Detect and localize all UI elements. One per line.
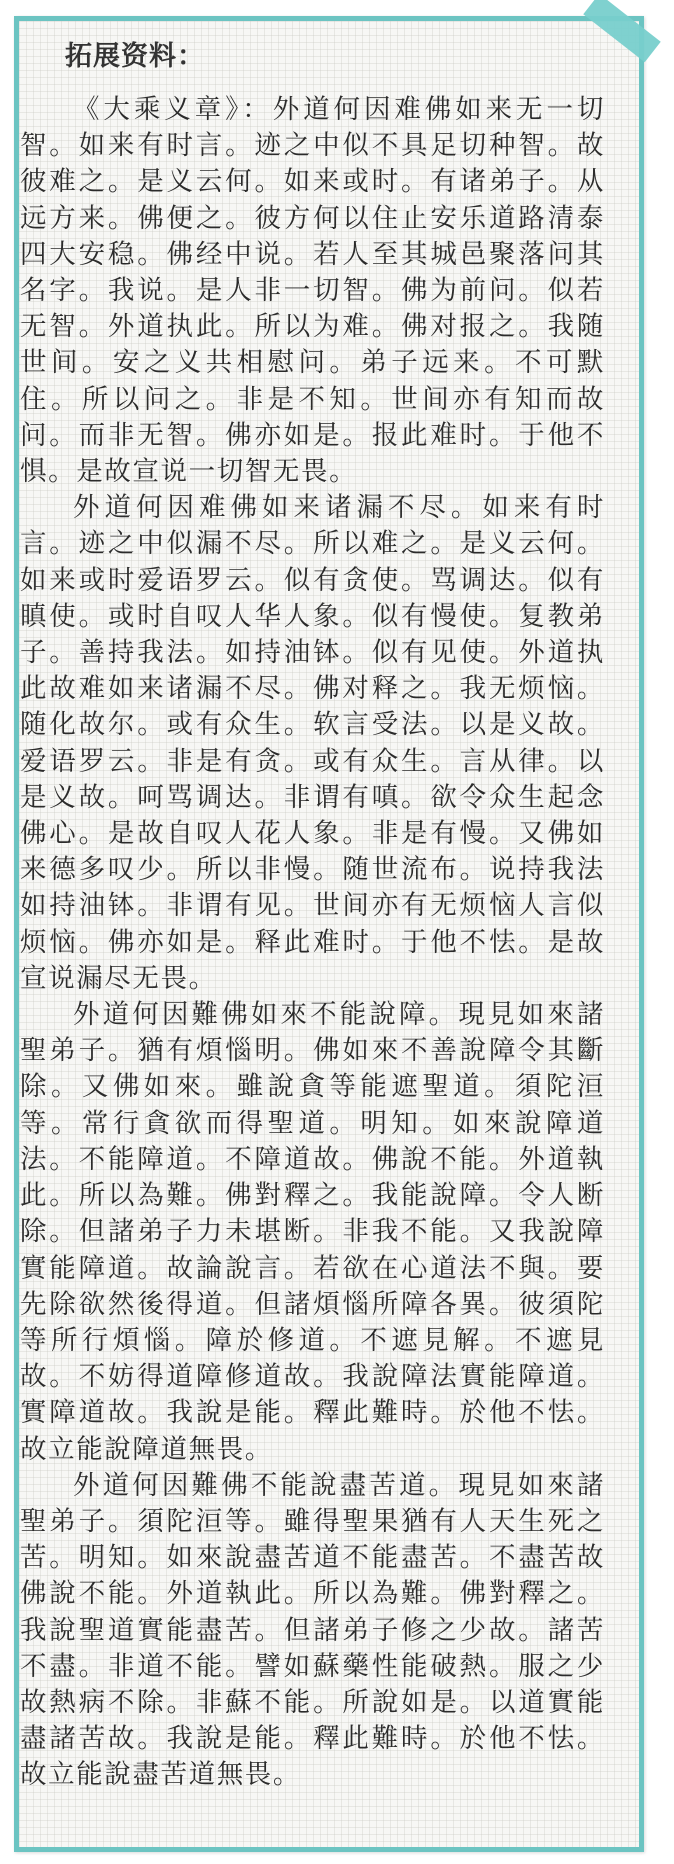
paragraph-intro: 《大乘义章》：外道何因难佛如来无一切智。如来有时言。迹之中似不具足切种智。故彼难之。是义云何。如来或时。有诸弟子。从远方来。佛便之。彼方何以住止安乐道路清泰四大安稳。佛经中说。若人至其城邑聚落问其名字。我说。是人非一切智。佛为前问。似若无智。外道执此。所以为难。佛对报之。我随世间。安之义共相慰问。弟子远来。不可默住。所以问之。非是不知。世间亦有知而故问。而非无智。佛亦如是。报此难时。于他不惧。是故宣说一切智无畏。: [20, 94, 605, 488]
article-body: [20, 92, 605, 1794]
corner-tape-decoration: [583, 0, 660, 62]
paragraph-obstacles: 外道何因難佛如來不能說障。現見如來諸聖弟子。猶有煩惱明。佛如來不善說障令其斷除。又佛如來。雖說貪等能遮聖道。須陀洹等。常行貪欲而得聖道。明知。如來說障道法。不能障道。不障道故。佛說不能。外道執此。所以為難。佛對釋之。我能說障。令人断除。但諸弟子力未堪断。非我不能。又我說障實能障道。故論說言。若欲在心道法不與。要先除欲然後得道。但諸煩惱所障各異。彼須陀等所行煩惱。障於修道。不遮見解。不遮見故。不妨得道障修道故。我說障法實能障道。實障道故。我說是能。釋此難時。於他不怯。故立能說障道無畏。: [20, 999, 605, 1465]
paragraph-end-of-suffering: 外道何因難佛不能說盡苦道。現見如來諸聖弟子。須陀洹等。雖得聖果猶有人天生死之苦。明知。如來說盡苦道不能盡苦。不盡苦故佛說不能。外道執此。所以為難。佛對釋之。我說聖道實能盡苦。但諸弟子修之少故。諸苦不盡。非道不能。譬如蘇藥性能破熱。服之少故熱病不除。非蘇不能。所說如是。以道實能盡諸苦故。我說是能。釋此難時。於他不怯。故立能說盡苦道無畏。: [20, 1469, 605, 1791]
paragraph-outflows: 外道何因难佛如来诸漏不尽。如来有时言。迹之中似漏不尽。所以难之。是义云何。如来或时爱语罗云。似有贪使。骂调达。似有瞋使。或时自叹人华人象。似有慢使。复教弟子。善持我法。如持油钵。似有见使。外道执此故难如来诸漏不尽。佛对释之。我无烦恼。随化故尔。或有众生。软言受法。以是义故。爱语罗云。非是有贪。或有众生。言从律。以是义故。呵骂调达。非谓有嗔。欲令众生起念佛心。是故自叹人花人象。非是有慢。又佛如来德多叹少。所以非慢。随世流布。说持我法如持油钵。非谓有见。世间亦有无烦恼人言似烦恼。佛亦如是。释此难时。于他不怯。是故宣说漏尽无畏。: [20, 492, 605, 994]
section-heading: 拓展资料：: [65, 41, 205, 72]
